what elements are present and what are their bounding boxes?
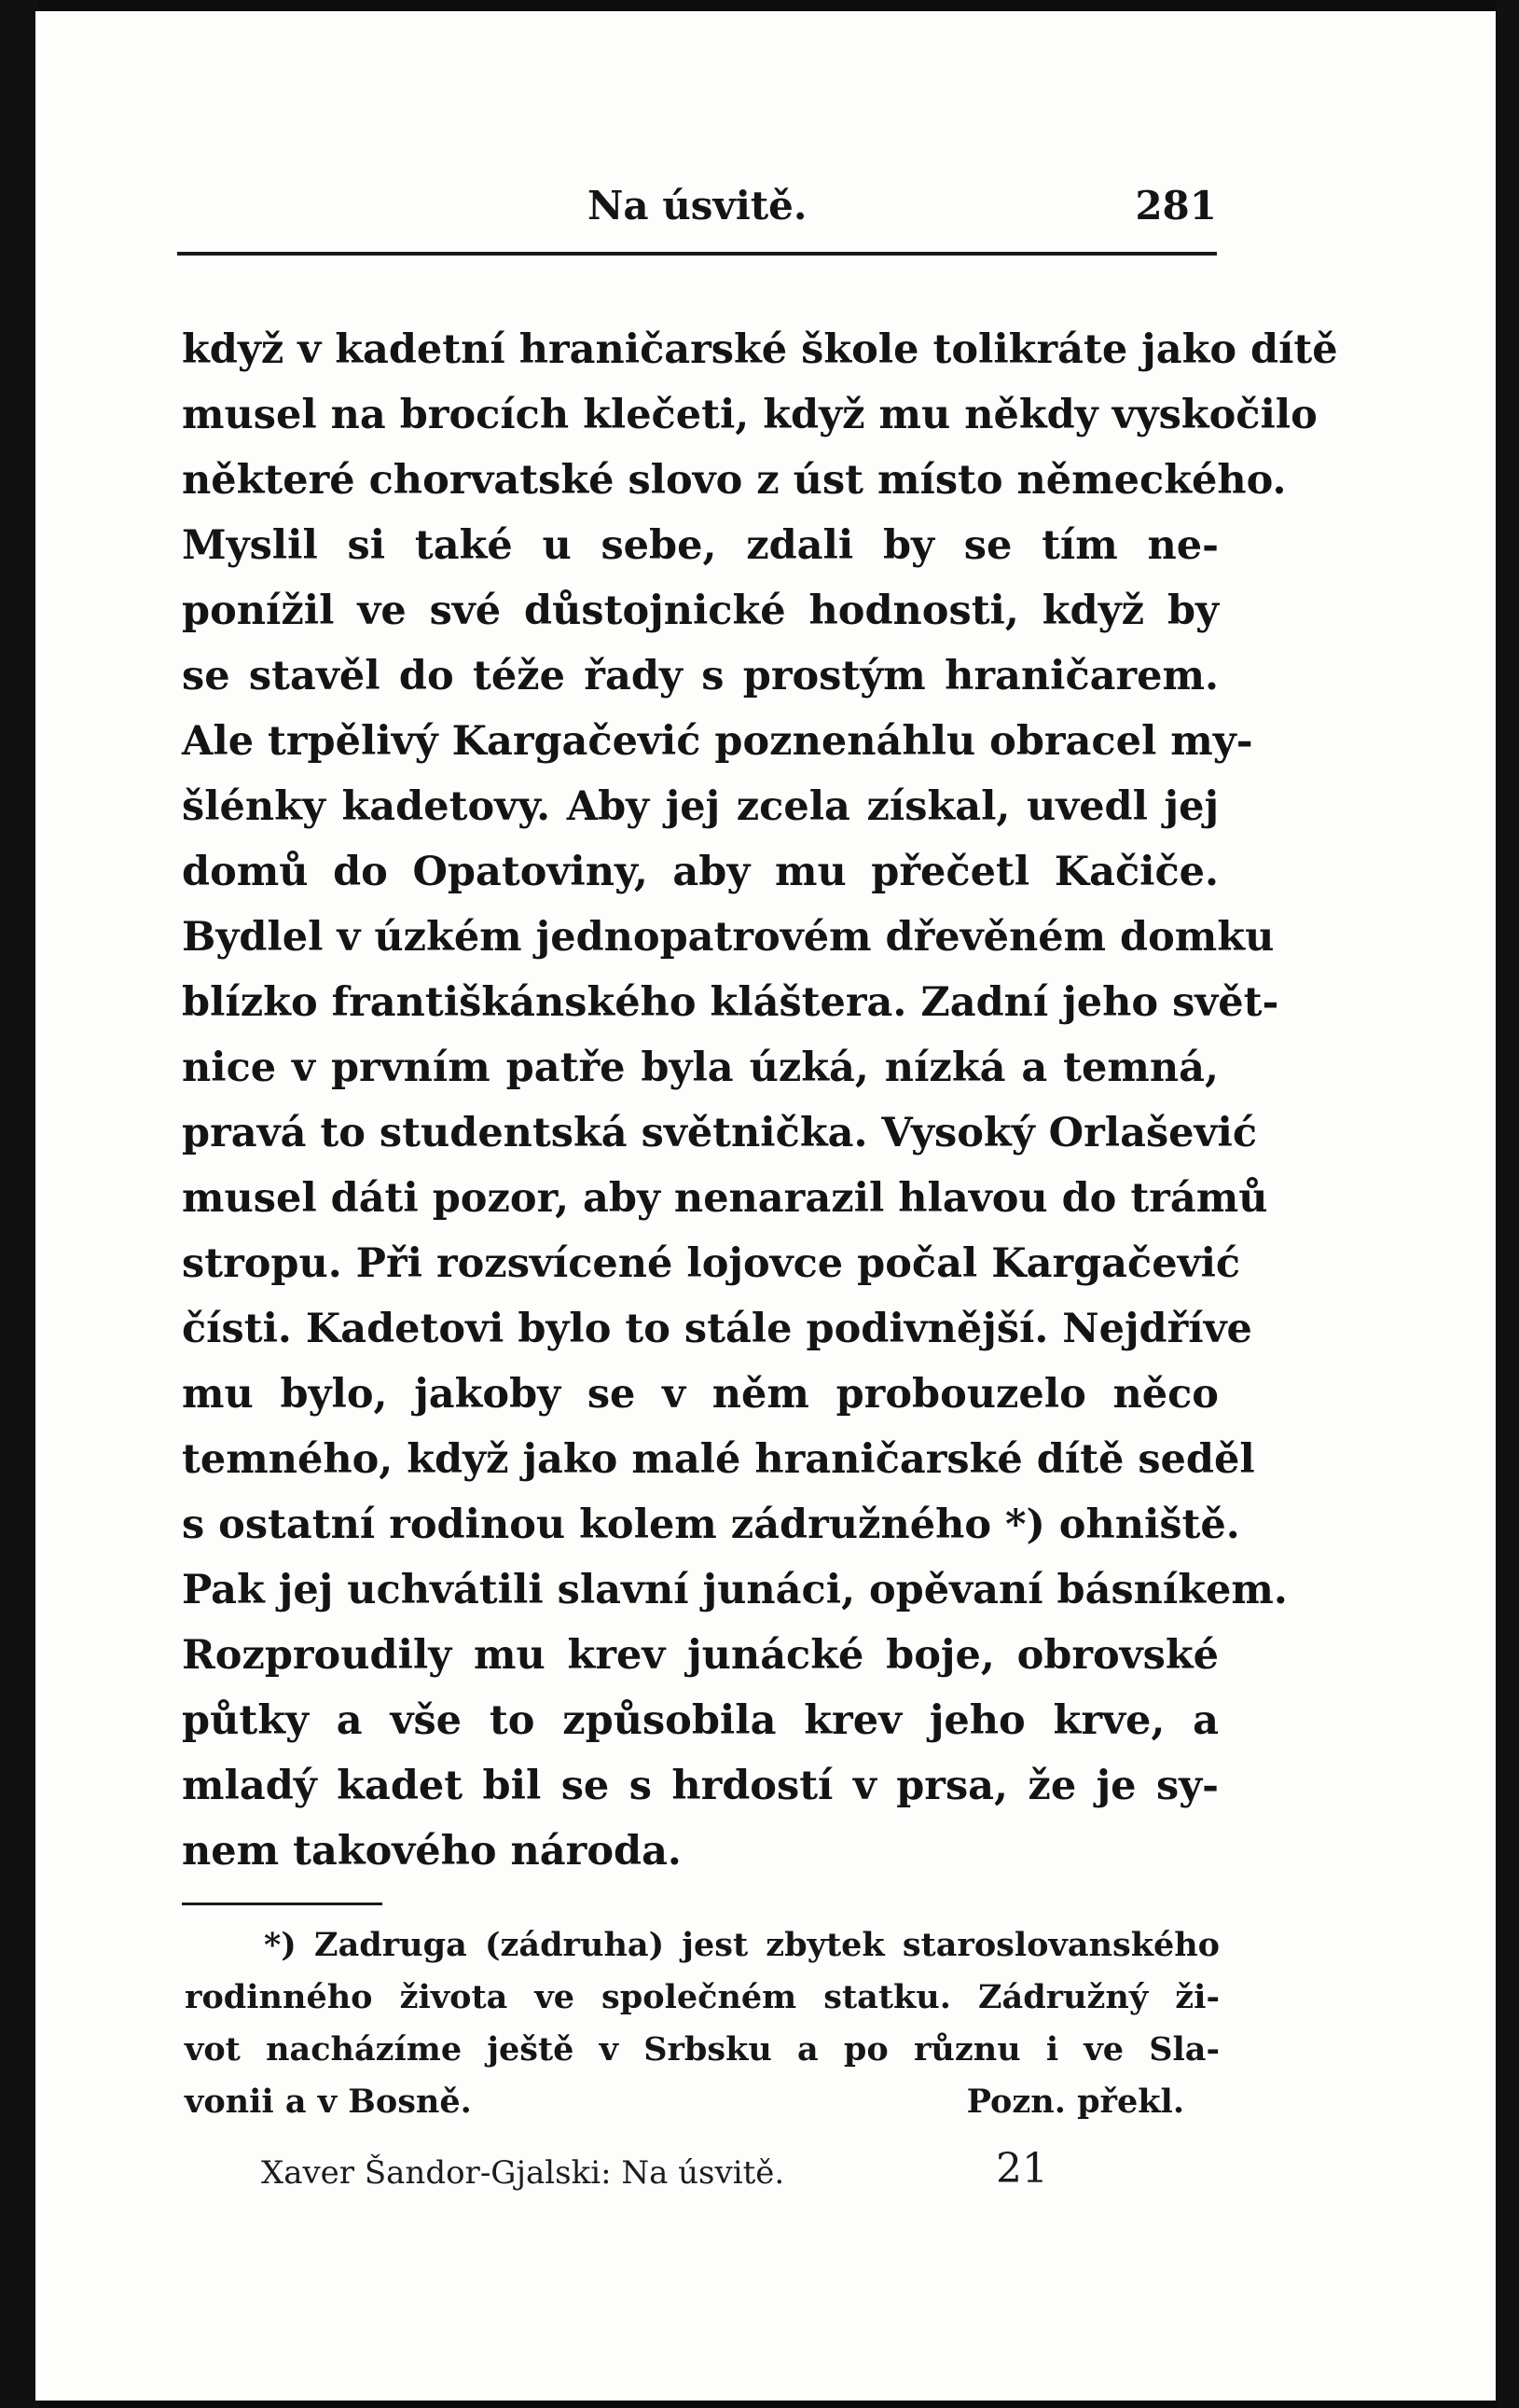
- text-line: půtky a vše to způsobila krev jeho krve, a: [182, 1697, 1219, 1744]
- page-number: 281: [1135, 183, 1217, 228]
- text-line: nice v prvním patře byla úzká, nízká a temná,: [182, 1045, 1219, 1091]
- text-line: domů do Opatoviny, aby mu přečetl Kačiče.: [182, 849, 1219, 895]
- text-line: čísti. Kadetovi bylo to stále podivnější. Nejdříve: [182, 1306, 1252, 1352]
- text-line: Rozproudily mu krev junácké boje, obrovské: [182, 1632, 1219, 1679]
- scan-left-edge: [0, 0, 39, 2408]
- body-text: [182, 317, 1338, 1884]
- text-line: šlénky kadetovy. Aby jej zcela získal, uvedl jej: [182, 783, 1219, 830]
- header-rule: [177, 252, 1217, 256]
- footnote: [185, 1919, 1220, 2128]
- text-line: mladý kadet bil se s hrdostí v prsa, že je sy-: [182, 1763, 1219, 1809]
- footnote-line: *) Zadruga (zádruha) jest zbytek staroslovanského: [264, 1926, 1220, 1964]
- text-line: ponížil ve své důstojnické hodnosti, když by: [182, 588, 1219, 634]
- footnote-line-last: [185, 2076, 1220, 2128]
- text-line: Pak jej uchvátili slavní junáci, opěvaní básníkem.: [182, 1567, 1288, 1613]
- text-line-last: nem takového národa.: [182, 1828, 682, 1875]
- text-line: musel na brocích klečeti, když mu někdy vyskočilo: [182, 392, 1318, 438]
- page-header: [177, 183, 1217, 248]
- text-line: stropu. Při rozsvícené lojovce počal Kargačević: [182, 1240, 1241, 1287]
- text-line: musel dáti pozor, aby nenarazil hlavou do trámů: [182, 1175, 1268, 1222]
- text-line: některé chorvatské slovo z úst místo německého.: [182, 457, 1287, 504]
- scan-right-edge: [1497, 0, 1519, 2408]
- text-line: blízko františkánského kláštera. Zadní jeho svět-: [182, 979, 1279, 1026]
- footnote-rule: [182, 1903, 382, 1905]
- text-line: se stavěl do téže řady s prostým hraničarem.: [182, 653, 1219, 699]
- running-title: Na úsvitě.: [587, 183, 808, 228]
- text-line: když v kadetní hraničarské škole tolikráte jako dítě: [182, 326, 1338, 373]
- text-line: temného, když jako malé hraničarské dítě seděl: [182, 1436, 1255, 1483]
- footnote-line: rodinného života ve společném statku. Zádružný ži-: [185, 1978, 1220, 2016]
- footnote-line-text: vonii a v Bosně.: [185, 2083, 472, 2121]
- text-line: mu bylo, jakoby se v něm probouzelo něco: [182, 1371, 1219, 1418]
- signature-number: 21: [996, 2145, 1048, 2193]
- text-line: Bydlel v úzkém jednopatrovém dřevěném domku: [182, 914, 1275, 961]
- text-line: s ostatní rodinou kolem zádružného *) ohniště.: [182, 1502, 1240, 1548]
- translator-note: Pozn. překl.: [966, 2083, 1184, 2121]
- printer-signature: Xaver Šandor-Gjalski: Na úsvitě.: [261, 2154, 785, 2192]
- text-line: pravá to studentská světnička. Vysoký Orlašević: [182, 1110, 1258, 1156]
- text-line: Ale trpělivý Kargačević poznenáhlu obracel my-: [182, 718, 1253, 765]
- text-line: Myslil si také u sebe, zdali by se tím ne-: [182, 522, 1219, 569]
- footnote-line: vot nacházíme ještě v Srbsku a po různu i ve Sla-: [185, 2030, 1220, 2069]
